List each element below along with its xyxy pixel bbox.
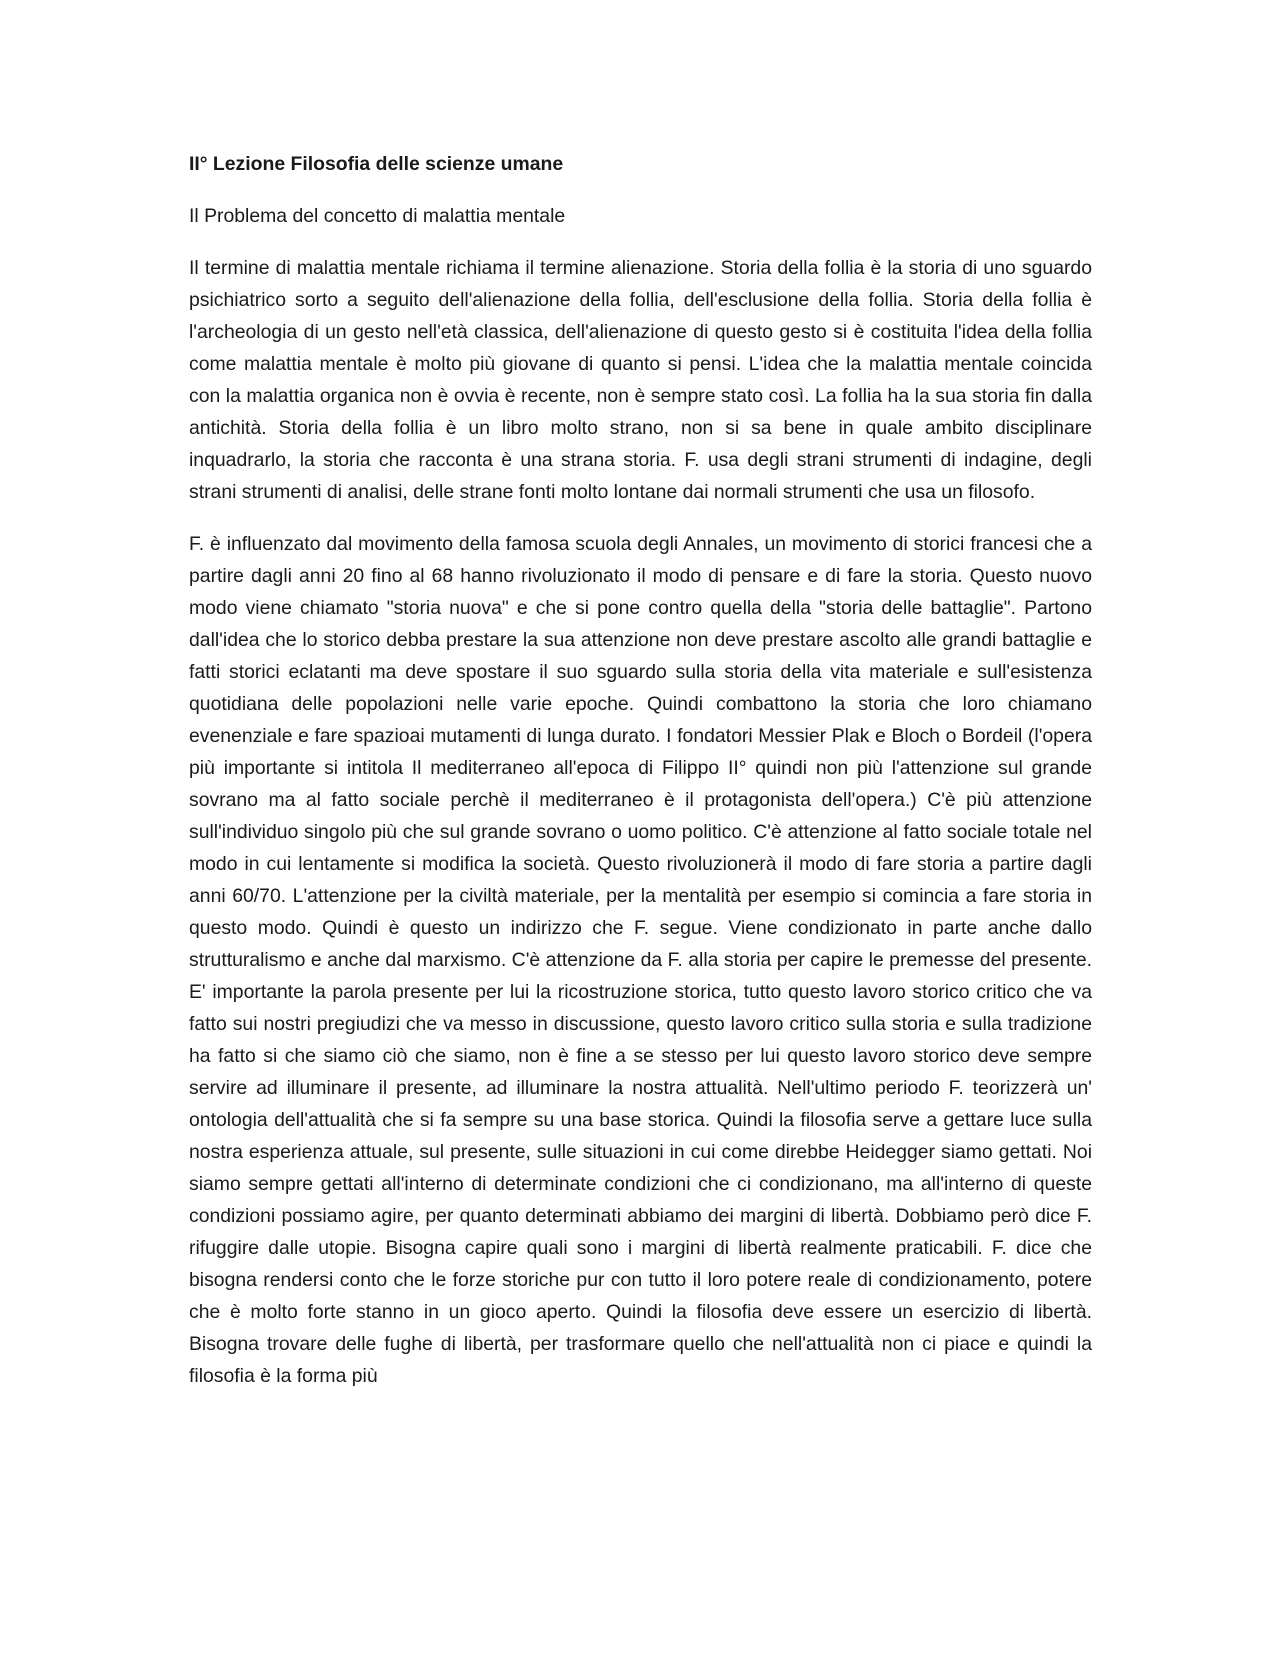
paragraph-intro: Il termine di malattia mentale richiama il termine alienazione. Storia della follia è la storia di uno sguardo psichiatrico sorto a seguito dell'alienazione della follia, dell'esclusione della follia. Storia della follia è l'archeologia di un gesto nell'età classica, dell'alienazione di questo gesto si è costituita l'idea della follia come malattia mentale è molto più giovane di quanto si pensi. L'idea che la malattia mentale coincida con la malattia organica non è ovvia è recente, non è sempre stato così. La follia ha la sua storia fin dalla antichità. Storia della follia è un libro molto strano, non si sa bene in quale ambito disciplinare inquadrarlo, la storia che racconta è una strana storia. F. usa degli strani strumenti di indagine, degli strani strumenti di analisi, delle strane fonti molto lontane dai normali strumenti che usa un filosofo.: [189, 257, 1092, 503]
document-subtitle: Il Problema del concetto di malattia mentale: [189, 205, 566, 227]
document-page: [189, 148, 1092, 1412]
document-title: II° Lezione Filosofia delle scienze umane: [189, 153, 564, 175]
paragraph-annales: F. è influenzato dal movimento della famosa scuola degli Annales, un movimento di storici francesi che a partire dagli anni 20 fino al 68 hanno rivoluzionato il modo di pensare e di fare la storia. Questo nuovo modo viene chiamato "storia nuova" e che si pone contro quella della "storia delle battaglie". Partono dall'idea che lo storico debba prestare la sua attenzione non deve prestare ascolto alle grandi battaglie e fatti storici eclatanti ma deve spostare il suo sguardo sulla storia della vita materiale e sull'esistenza quotidiana delle popolazioni nelle varie epoche. Quindi combattono la storia che loro chiamano evenenziale e fare spazioai mutamenti di lunga durato. I fondatori Messier Plak e Bloch o Bordeil (l'opera più importante si intitola Il mediterraneo all'epoca di Filippo II° quindi non più l'attenzione sul grande sovrano ma al fatto sociale perchè il mediterraneo è il protagonista dell'opera.) C'è più attenzione sull'individuo singolo più che sul grande sovrano o uomo politico. C'è attenzione al fatto sociale totale nel modo in cui lentamente si modifica la società. Questo rivoluzionerà il modo di fare storia a partire dagli anni 60/70. L'attenzione per la civiltà materiale, per la mentalità per esempio si comincia a fare storia in questo modo. Quindi è questo un indirizzo che F. segue. Viene condizionato in parte anche dallo strutturalismo e anche dal marxismo. C'è attenzione da F. alla storia per capire le premesse del presente. E' importante la parola presente per lui la ricostruzione storica, tutto questo lavoro storico critico che va fatto sui nostri pregiudizi che va messo in discussione, questo lavoro critico sulla storia e sulla tradizione ha fatto si che siamo ciò che siamo, non è fine a se stesso per lui questo lavoro storico deve sempre servire ad illuminare il presente, ad illuminare la nostra attualità. Nell'ultimo periodo F. teorizzerà un' ontologia dell'attualità che si fa sempre su una base storica. Quindi la filosofia serve a gettare luce sulla nostra esperienza attuale, sul presente, sulle situazioni in cui come direbbe Heidegger siamo gettati. Noi siamo sempre gettati all'interno di determinate condizioni che ci condizionano, ma all'interno di queste condizioni possiamo agire, per quanto determinati abbiamo dei margini di libertà. Dobbiamo però dice F. rifuggire dalle utopie. Bisogna capire quali sono i margini di libertà realmente praticabili. F. dice che bisogna rendersi conto che le forze storiche pur con tutto il loro potere reale di condizionamento, potere che è molto forte stanno in un gioco aperto. Quindi la filosofia deve essere un esercizio di libertà. Bisogna trovare delle fughe di libertà, per trasformare quello che nell'attualità non ci piace e quindi la filosofia è la forma più: [189, 533, 1092, 1387]
